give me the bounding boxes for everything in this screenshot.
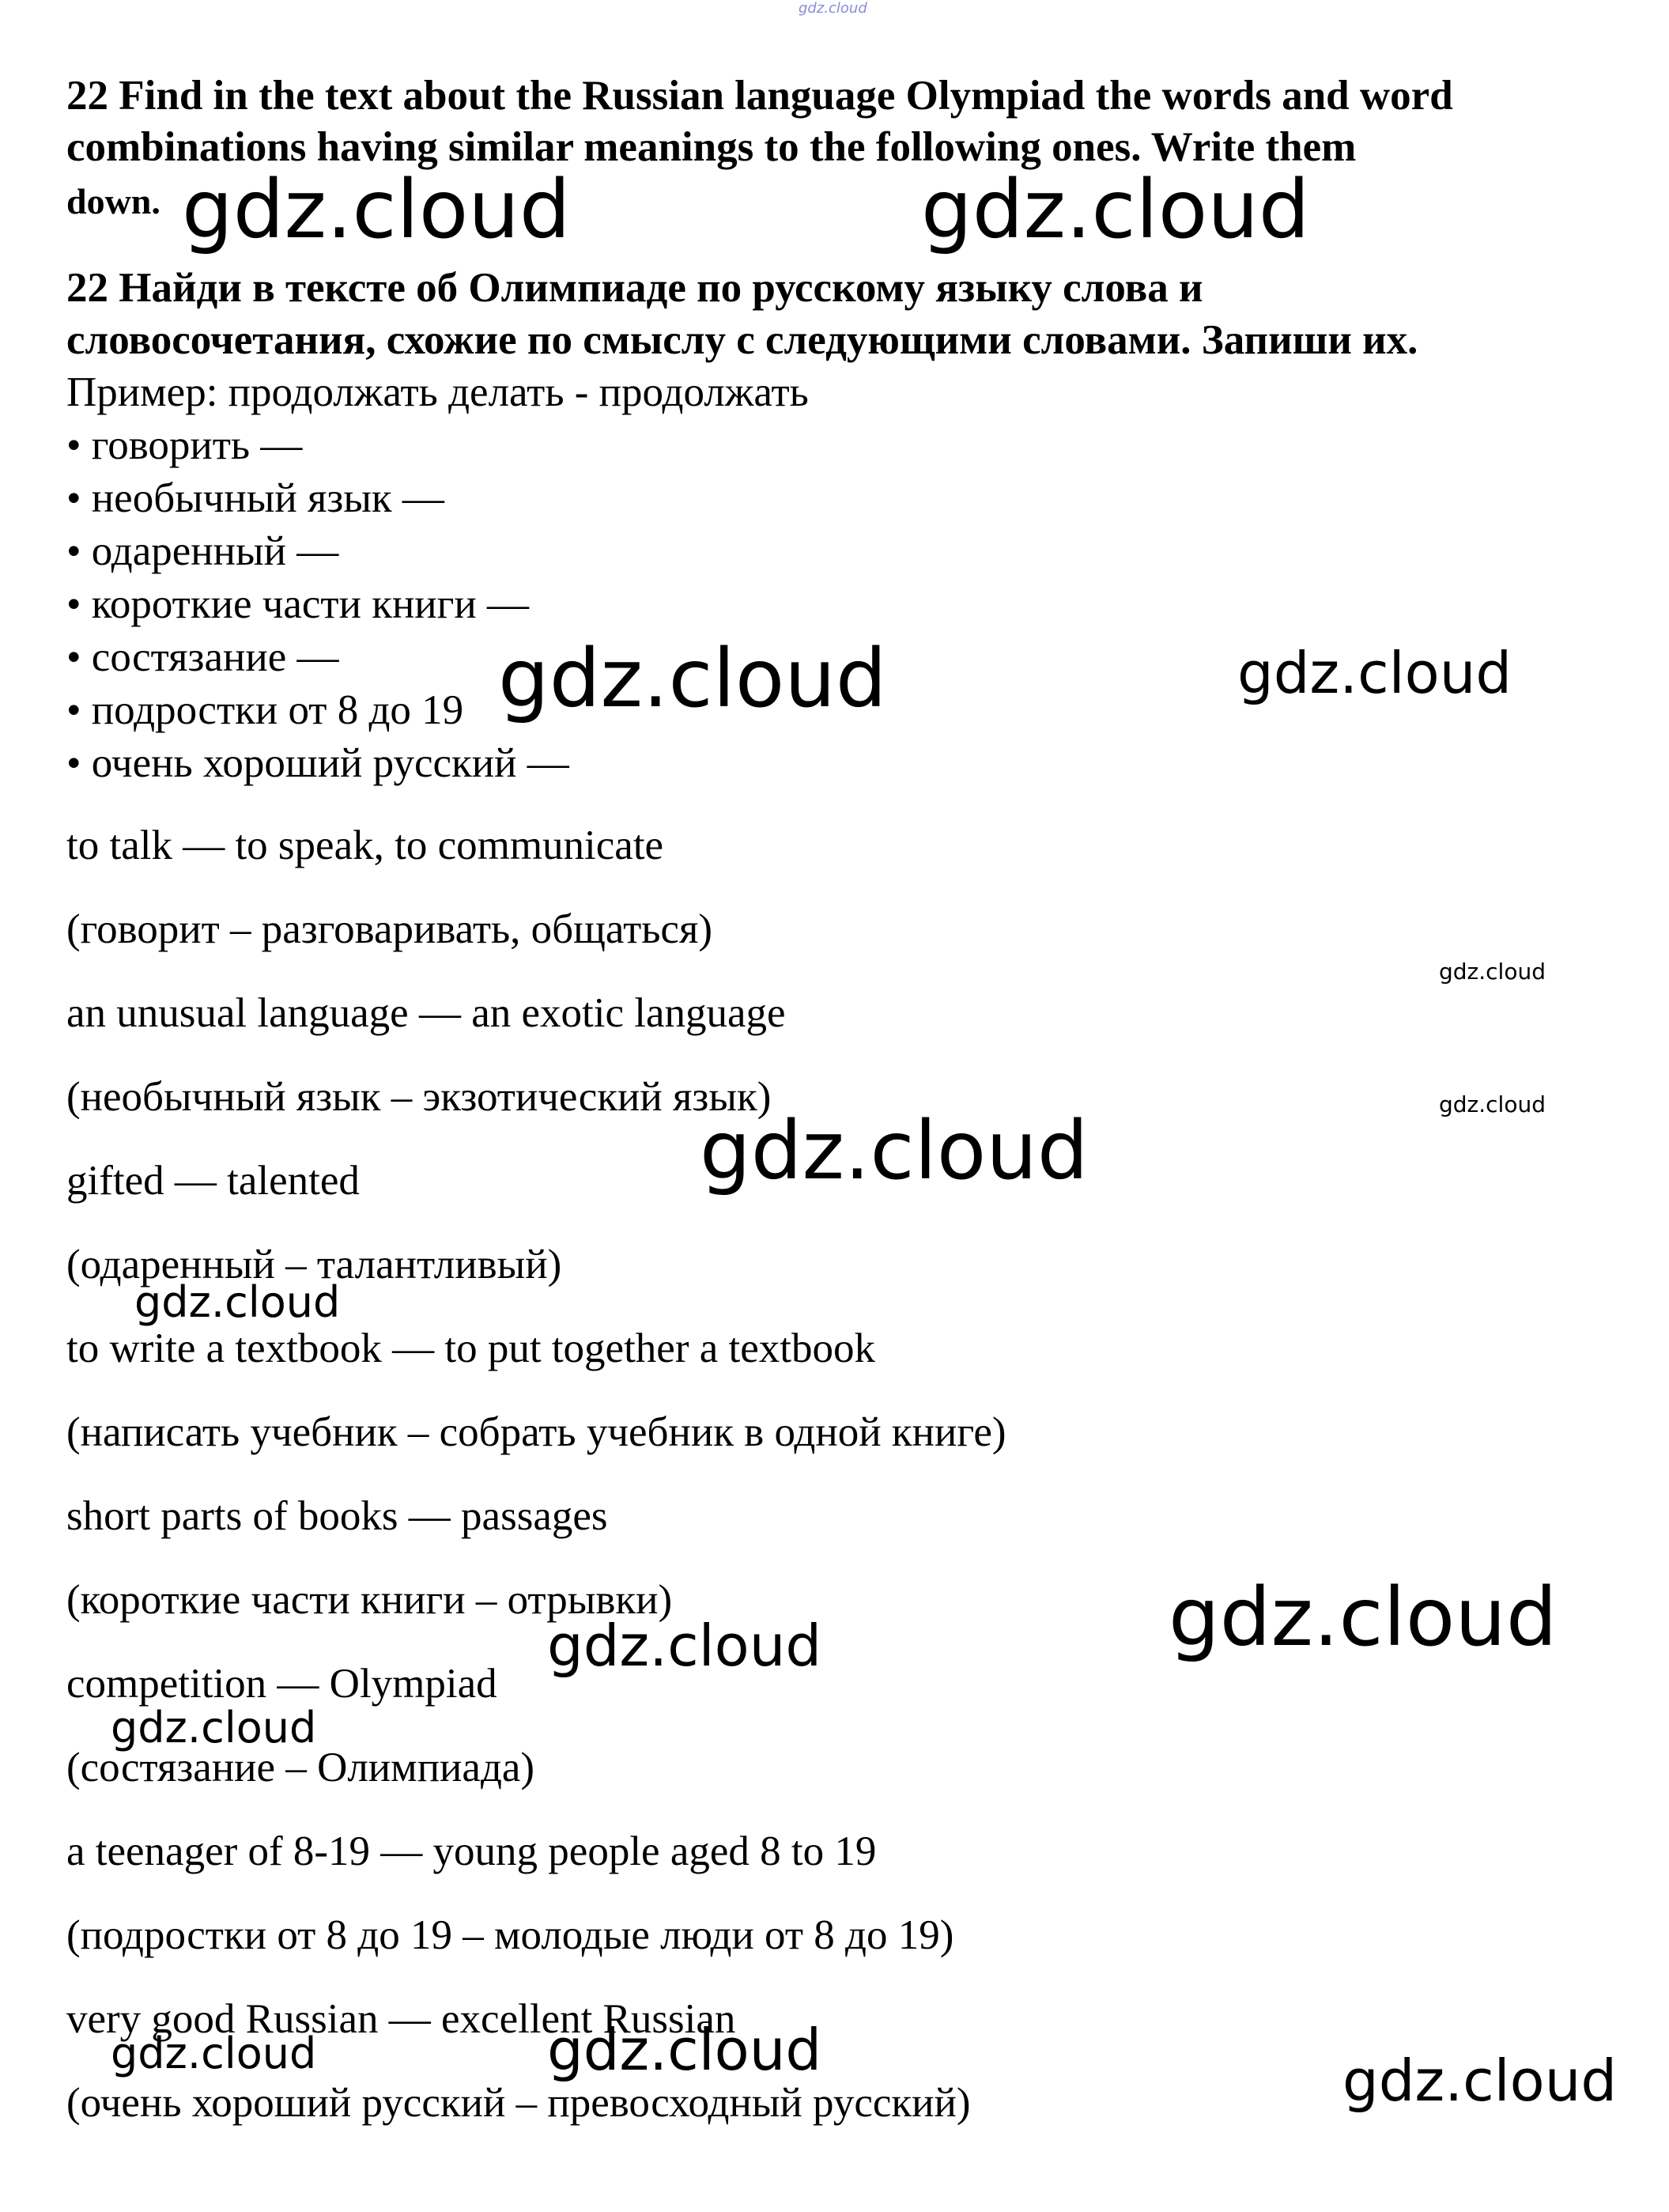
task-title-ru-line2: словосочетания, схожие по смыслу с следующими словами. Запиши их. <box>66 317 1418 363</box>
answer-line: (необычный язык – экзотический язык) <box>66 1074 772 1120</box>
watermark: gdz.cloud <box>1237 640 1512 706</box>
watermark: gdz.cloud <box>1439 959 1546 985</box>
bullet-item: • очень хороший русский — <box>66 740 569 786</box>
watermark: gdz.cloud <box>547 1613 822 1679</box>
watermark: gdz.cloud <box>182 163 571 257</box>
answer-line: to write a textbook — to put together a textbook <box>66 1325 875 1371</box>
bullet-item: • говорить — <box>66 422 303 468</box>
task-title-en-line2: combinations having similar meanings to the following ones. Write them <box>66 124 1357 170</box>
watermark: gdz.cloud <box>921 163 1310 257</box>
answer-line: (одаренный – талантливый) <box>66 1242 562 1287</box>
bullet-item: • короткие части книги — <box>66 581 530 627</box>
watermark: gdz.cloud <box>1169 1571 1558 1665</box>
answer-line: (короткие части книги – отрывки) <box>66 1577 673 1623</box>
watermark: gdz.cloud <box>111 2029 317 2078</box>
watermark: gdz.cloud <box>498 632 887 726</box>
task-title-en-line1: 22 Find in the text about the Russian language Olympiad the words and word <box>66 73 1453 119</box>
task-example: Пример: продолжать делать - продолжать <box>66 369 809 415</box>
header-watermark: gdz.cloud <box>799 0 867 17</box>
answer-line: competition — Olympiad <box>66 1661 497 1707</box>
answer-line: short parts of books — passages <box>66 1493 608 1539</box>
answer-line: a teenager of 8-19 — young people aged 8 to 19 <box>66 1828 877 1874</box>
answer-line: (написать учебник – собрать учебник в одной книге) <box>66 1409 1006 1455</box>
watermark: gdz.cloud <box>700 1104 1089 1198</box>
answer-line: (очень хороший русский – превосходный русский) <box>66 2080 971 2126</box>
answer-line: an unusual language — an exotic language <box>66 990 786 1036</box>
answer-line: (подростки от 8 до 19 – молодые люди от 8 до 19) <box>66 1912 954 1958</box>
watermark: gdz.cloud <box>111 1703 317 1753</box>
watermark: gdz.cloud <box>1439 1091 1546 1117</box>
bullet-item: • подростки от 8 до 19 <box>66 687 464 733</box>
answer-line: to talk — to speak, to communicate <box>66 822 664 868</box>
watermark: gdz.cloud <box>134 1277 341 1327</box>
bullet-item: • одаренный — <box>66 528 339 574</box>
answer-line: (состязание – Олимпиада) <box>66 1745 535 1790</box>
answer-line: gifted — talented <box>66 1158 360 1204</box>
answer-line: very good Russian — excellent Russian <box>66 1996 736 2042</box>
bullet-item: • состязание — <box>66 634 339 680</box>
answer-line: (говорит – разговаривать, общаться) <box>66 906 712 952</box>
watermark: gdz.cloud <box>1342 2048 1618 2114</box>
watermark: gdz.cloud <box>547 2017 822 2083</box>
bullet-item: • необычный язык — <box>66 475 444 521</box>
task-title-ru-line1: 22 Найди в тексте об Олимпиаде по русскому языку слова и <box>66 265 1203 311</box>
task-title-en-line3: down. <box>66 181 160 221</box>
